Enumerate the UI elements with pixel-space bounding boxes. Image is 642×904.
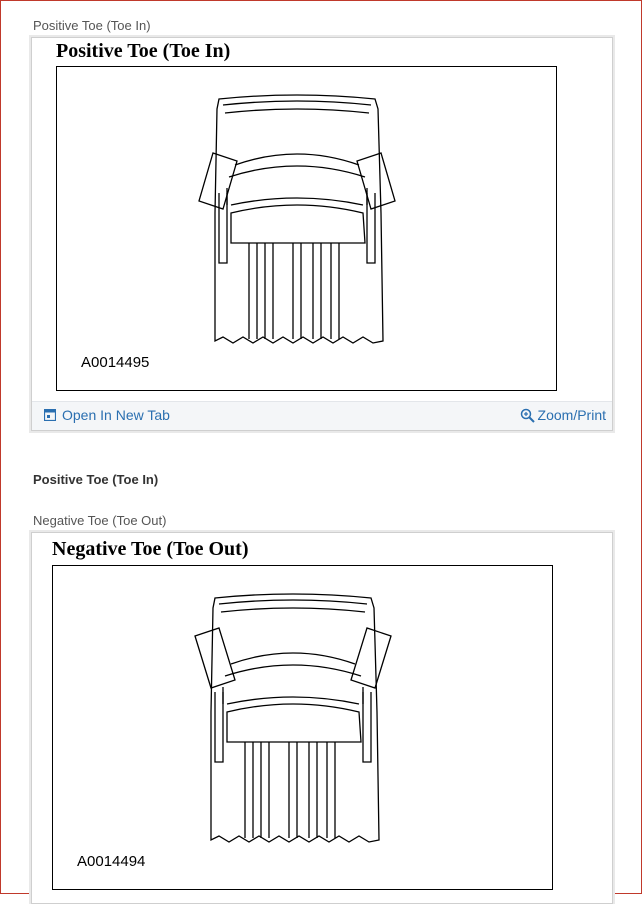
zoom-in-icon	[520, 408, 535, 423]
open-in-new-tab-link[interactable]	[44, 407, 170, 423]
diagram-title: Negative Toe (Toe Out)	[52, 538, 249, 560]
figure-caption: Positive Toe (Toe In)	[33, 18, 151, 33]
diagram-image[interactable]	[52, 565, 553, 890]
open-in-new-tab-icon	[44, 409, 56, 421]
figure-id: A0014495	[81, 354, 150, 371]
figure-caption: Negative Toe (Toe Out)	[33, 513, 167, 528]
figure-id: A0014494	[77, 853, 146, 870]
figure-description: Positive Toe (Toe In)	[33, 472, 159, 487]
figure-card	[31, 532, 613, 904]
diagram-title: Positive Toe (Toe In)	[56, 40, 231, 62]
diagram-image[interactable]	[56, 66, 557, 391]
vehicle-toe-out-drawing	[193, 592, 393, 862]
zoom-print-link[interactable]	[520, 407, 606, 423]
figure-toolbar	[32, 401, 612, 430]
open-in-new-tab-label: Open In New Tab	[62, 407, 170, 423]
vehicle-toe-in-drawing	[197, 93, 397, 363]
zoom-print-label: Zoom/Print	[537, 407, 606, 423]
figure-card	[31, 37, 613, 431]
